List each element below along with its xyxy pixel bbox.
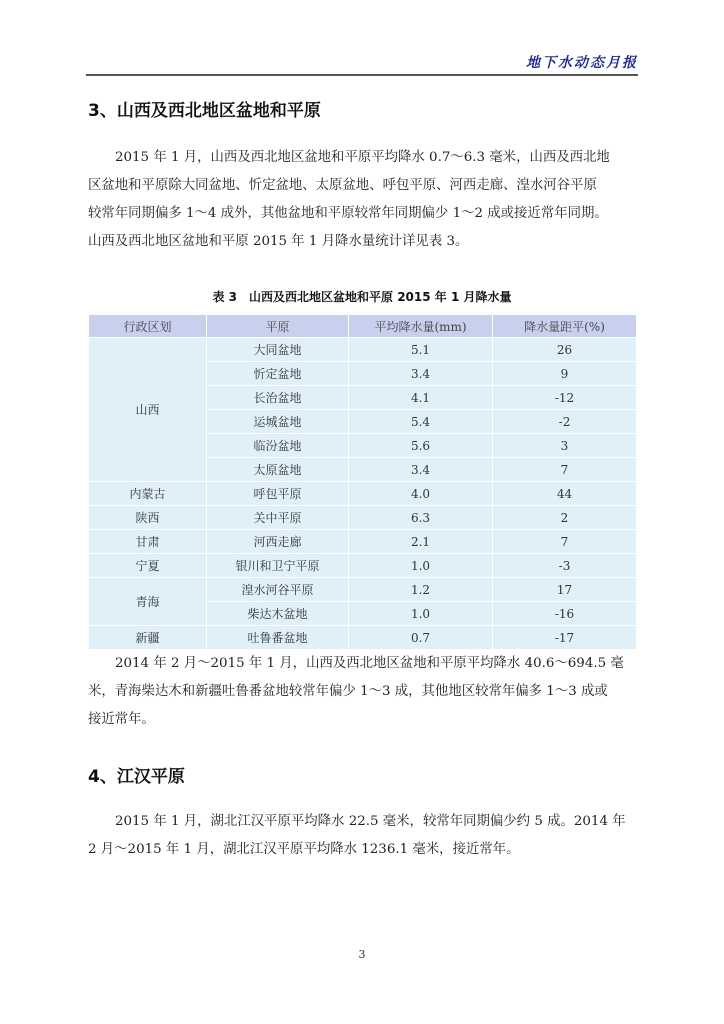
region-cell: 山西 <box>89 338 207 482</box>
section-3-paragraph-2 <box>88 650 636 734</box>
section-3-paragraph-1 <box>88 144 636 256</box>
anomaly-cell: 2 <box>493 506 637 530</box>
region-cell: 青海 <box>89 578 207 626</box>
rain-cell: 5.4 <box>349 410 493 434</box>
table-row <box>89 482 637 506</box>
rain-cell: 3.4 <box>349 458 493 482</box>
paragraph-line: 2014 年 2 月～2015 年 1 月，山西及西北地区盆地和平原平均降水 40.6～694.5 毫 <box>115 656 624 671</box>
section-4-heading: 4、江汉平原 <box>88 767 185 787</box>
rain-cell: 4.0 <box>349 482 493 506</box>
plain-cell: 柴达木盆地 <box>207 602 349 626</box>
paragraph-line: 2015 年 1 月，湖北江汉平原平均降水 22.5 毫米，较常年同期偏少约 5 成。2014 年 <box>115 814 626 829</box>
paragraph-line: 较常年同期偏多 1～4 成外，其他盆地和平原较常年同期偏少 1～2 成或接近常年同期。 <box>88 206 608 221</box>
region-cell: 新疆 <box>89 626 207 650</box>
region-cell: 内蒙古 <box>89 482 207 506</box>
report-header-title: 地下水动态月报 <box>526 55 638 71</box>
anomaly-cell: -3 <box>493 554 637 578</box>
plain-cell: 临汾盆地 <box>207 434 349 458</box>
paragraph-line: 区盆地和平原除大同盆地、忻定盆地、太原盆地、呼包平原、河西走廊、湟水河谷平原 <box>88 178 597 193</box>
section-4-paragraph <box>88 808 636 864</box>
anomaly-cell: 7 <box>493 458 637 482</box>
table-row <box>89 554 637 578</box>
rain-cell: 0.7 <box>349 626 493 650</box>
region-cell: 陕西 <box>89 506 207 530</box>
plain-cell: 呼包平原 <box>207 482 349 506</box>
anomaly-cell: -2 <box>493 410 637 434</box>
table-header-row <box>89 315 637 338</box>
paragraph-line: 接近常年。 <box>88 712 155 727</box>
anomaly-cell: -17 <box>493 626 637 650</box>
plain-cell: 运城盆地 <box>207 410 349 434</box>
plain-cell: 湟水河谷平原 <box>207 578 349 602</box>
anomaly-cell: 9 <box>493 362 637 386</box>
plain-cell: 河西走廊 <box>207 530 349 554</box>
rain-cell: 1.0 <box>349 602 493 626</box>
rain-cell: 5.1 <box>349 338 493 362</box>
rain-cell: 5.6 <box>349 434 493 458</box>
region-cell: 甘肃 <box>89 530 207 554</box>
plain-cell: 长治盆地 <box>207 386 349 410</box>
anomaly-cell: 3 <box>493 434 637 458</box>
paragraph-line: 2 月～2015 年 1 月，湖北江汉平原平均降水 1236.1 毫米，接近常年。 <box>88 842 520 857</box>
page-number: 3 <box>358 948 366 961</box>
column-header-plain: 平原 <box>207 315 349 338</box>
plain-cell: 忻定盆地 <box>207 362 349 386</box>
rain-cell: 2.1 <box>349 530 493 554</box>
column-header-anomaly: 降水量距平(%) <box>493 315 637 338</box>
table-row <box>89 530 637 554</box>
anomaly-cell: 44 <box>493 482 637 506</box>
column-header-avg-rain: 平均降水量(mm) <box>349 315 493 338</box>
precipitation-table <box>88 314 637 650</box>
rain-cell: 1.2 <box>349 578 493 602</box>
anomaly-cell: -16 <box>493 602 637 626</box>
paragraph-line: 米，青海柴达木和新疆吐鲁番盆地较常年偏少 1～3 成，其他地区较常年偏多 1～3 成或 <box>88 684 608 699</box>
plain-cell: 吐鲁番盆地 <box>207 626 349 650</box>
table-row <box>89 578 637 602</box>
rain-cell: 1.0 <box>349 554 493 578</box>
rain-cell: 3.4 <box>349 362 493 386</box>
table-row <box>89 626 637 650</box>
plain-cell: 大同盆地 <box>207 338 349 362</box>
paragraph-line: 2015 年 1 月，山西及西北地区盆地和平原平均降水 0.7～6.3 毫米，山西及西北地 <box>115 150 610 165</box>
rain-cell: 6.3 <box>349 506 493 530</box>
region-cell: 宁夏 <box>89 554 207 578</box>
anomaly-cell: 26 <box>493 338 637 362</box>
rain-cell: 4.1 <box>349 386 493 410</box>
column-header-region: 行政区划 <box>89 315 207 338</box>
table-row <box>89 338 637 362</box>
section-3-heading: 3、山西及西北地区盆地和平原 <box>88 101 321 121</box>
header-divider <box>86 74 638 76</box>
anomaly-cell: 17 <box>493 578 637 602</box>
plain-cell: 太原盆地 <box>207 458 349 482</box>
anomaly-cell: 7 <box>493 530 637 554</box>
anomaly-cell: -12 <box>493 386 637 410</box>
table-row <box>89 506 637 530</box>
table-3-caption: 表 3 山西及西北地区盆地和平原 2015 年 1 月降水量 <box>212 290 512 304</box>
paragraph-line: 山西及西北地区盆地和平原 2015 年 1 月降水量统计详见表 3。 <box>88 234 469 249</box>
plain-cell: 关中平原 <box>207 506 349 530</box>
plain-cell: 银川和卫宁平原 <box>207 554 349 578</box>
